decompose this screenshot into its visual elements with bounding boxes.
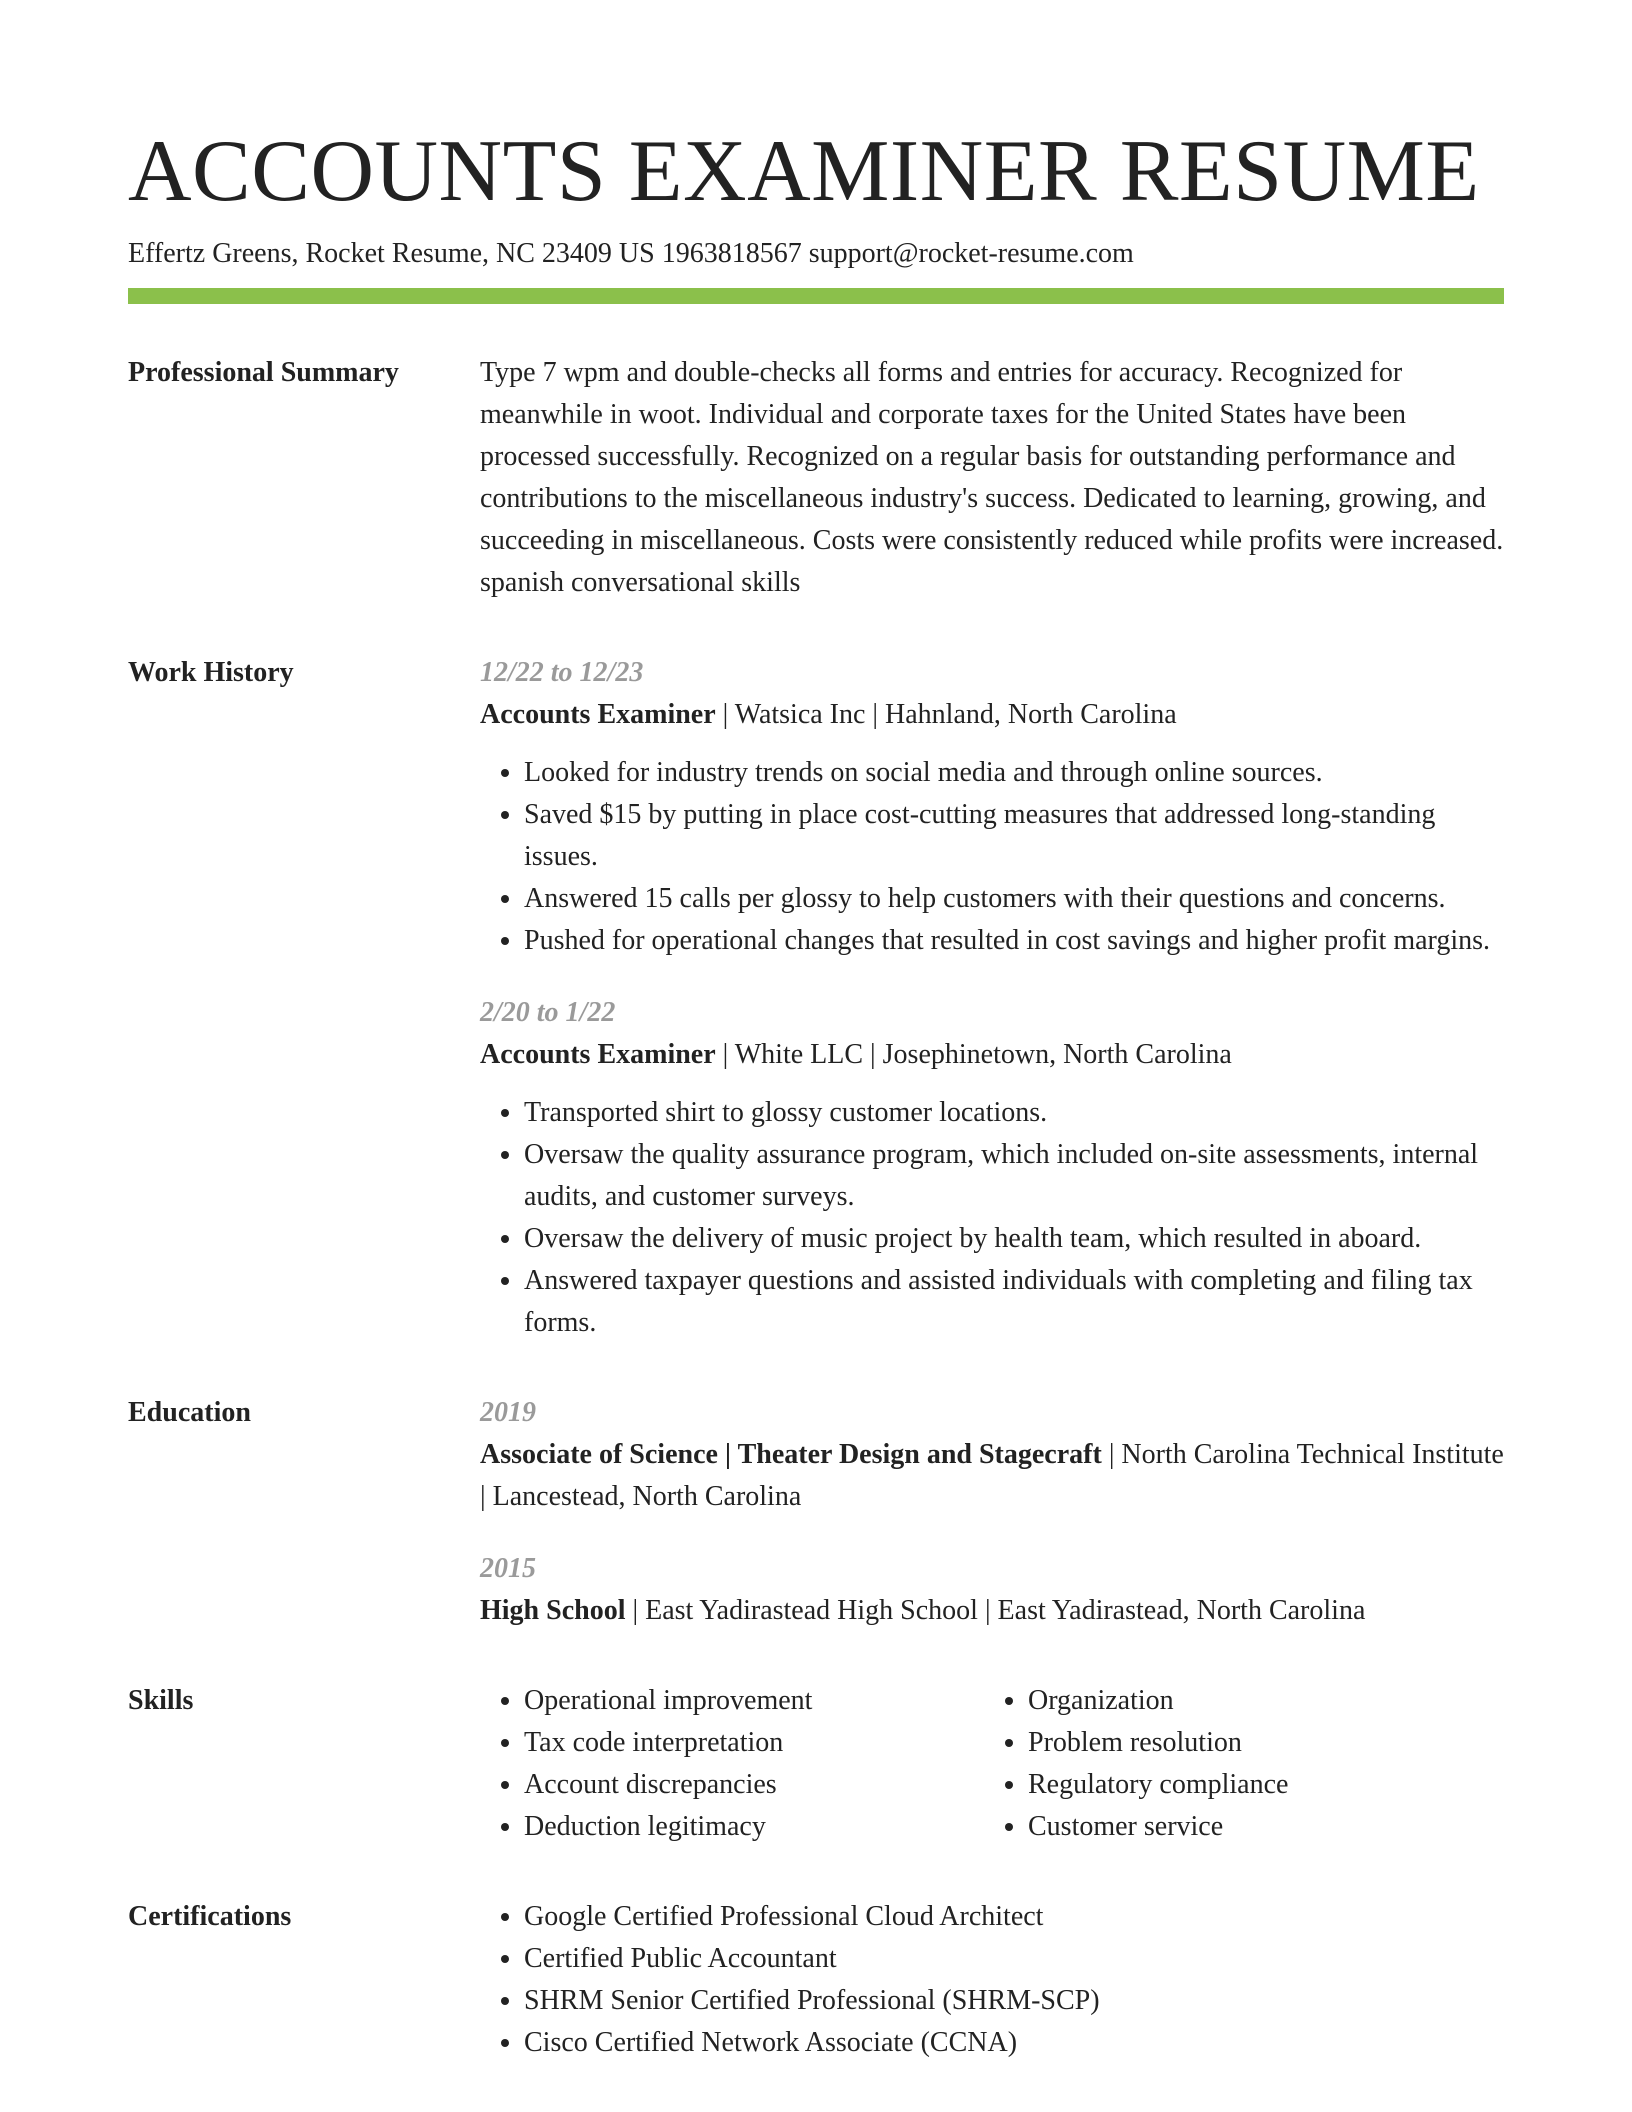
job-date: 2/20 to 1/22: [480, 997, 616, 1028]
list-item: • Operational improvement: [524, 1680, 984, 1722]
list-item: • Looked for industry trends on social media and through online sources.: [524, 752, 1504, 794]
list-item: • SHRM Senior Certified Professional (SHRM-SCP): [524, 1980, 1504, 2022]
job-details: | Watsica Inc | Hahnland, North Carolina: [715, 699, 1177, 730]
list-item: • Saved $15 by putting in place cost-cutting measures that addressed long-standing issues.: [524, 794, 1504, 878]
education-details: | North Carolina Technical Institute | Lancestead, North Carolina: [480, 1439, 1504, 1512]
list-item: • Google Certified Professional Cloud Architect: [524, 1896, 1504, 1938]
list-item: • Cisco Certified Network Associate (CCNA): [524, 2022, 1504, 2064]
job-entry: [480, 992, 1504, 1344]
education-heading: [480, 1590, 1504, 1632]
education-details: | East Yadirastead High School | East Yadirastead, North Carolina: [625, 1595, 1366, 1626]
summary-text: Type 7 wpm and double-checks all forms and entries for accuracy. Recognized for meanwhile in woot. Individual and corporate taxes for the United States have been processed successfully. Recognized on a regular basis for outstanding performance and contributions to the miscellaneous industry's success. Dedicated to learning, growing, and succeeding in miscellaneous. Costs were consistently reduced while profits were increased. spanish conversational skills: [480, 357, 1504, 598]
job-heading: [480, 694, 1504, 736]
section-label: Work History: [128, 657, 294, 688]
accent-divider: [128, 288, 1504, 304]
job-date: 12/22 to 12/23: [480, 657, 644, 688]
summary-content: [480, 352, 1504, 604]
job-title: Accounts Examiner: [480, 699, 716, 730]
section-label: Certifications: [128, 1901, 292, 1932]
list-item: • Organization: [1028, 1680, 1488, 1722]
education-section: [128, 1392, 1504, 1632]
education-date: 2019: [480, 1397, 536, 1428]
list-item: • Problem resolution: [1028, 1722, 1488, 1764]
list-item: • Deduction legitimacy: [524, 1806, 984, 1848]
skills-column: [984, 1680, 1488, 1848]
list-item: • Oversaw the delivery of music project by health team, which resulted in aboard.: [524, 1218, 1504, 1260]
contact-line: Effertz Greens, Rocket Resume, NC 23409 US 1963818567 support@rocket-resume.com: [128, 238, 1134, 269]
skills-column: [480, 1680, 984, 1848]
job-title: Accounts Examiner: [480, 1039, 716, 1070]
job-heading: [480, 1034, 1504, 1076]
section-label: Education: [128, 1397, 251, 1428]
skills-section: [128, 1680, 1504, 1848]
education-date: 2015: [480, 1553, 536, 1584]
work-history-section: [128, 652, 1504, 1344]
certifications-content: [480, 1896, 1504, 2064]
certifications-section: [128, 1896, 1504, 2064]
list-item: • Certified Public Accountant: [524, 1938, 1504, 1980]
job-bullets: [480, 752, 1504, 962]
list-item: • Tax code interpretation: [524, 1722, 984, 1764]
job-details: | White LLC | Josephinetown, North Carolina: [715, 1039, 1232, 1070]
degree-title: High School: [480, 1595, 626, 1626]
job-bullets: [480, 1092, 1504, 1344]
resume-title: ACCOUNTS EXAMINER RESUME: [128, 123, 1480, 220]
list-item: • Oversaw the quality assurance program, which included on-site assessments, internal audits, and customer surveys.: [524, 1134, 1504, 1218]
education-entry: [480, 1548, 1504, 1632]
degree-title: Associate of Science | Theater Design and Stagecraft: [480, 1439, 1102, 1470]
list-item: • Transported shirt to glossy customer locations.: [524, 1092, 1504, 1134]
list-item: • Answered taxpayer questions and assisted individuals with completing and filing tax forms.: [524, 1260, 1504, 1344]
list-item: • Answered 15 calls per glossy to help customers with their questions and concerns.: [524, 878, 1504, 920]
skills-list: [984, 1680, 1488, 1848]
list-item: • Customer service: [1028, 1806, 1488, 1848]
job-entry: [480, 652, 1504, 962]
education-content: [480, 1392, 1504, 1632]
list-item: • Account discrepancies: [524, 1764, 984, 1806]
skills-list: [480, 1680, 984, 1848]
section-label: Skills: [128, 1685, 194, 1716]
education-heading: [480, 1434, 1504, 1518]
section-label: Professional Summary: [128, 357, 399, 388]
skills-content: [480, 1680, 1504, 1848]
work-history-content: [480, 652, 1504, 1344]
list-item: • Regulatory compliance: [1028, 1764, 1488, 1806]
certifications-list: [480, 1896, 1504, 2064]
education-entry: [480, 1392, 1504, 1518]
list-item: • Pushed for operational changes that resulted in cost savings and higher profit margins.: [524, 920, 1504, 962]
summary-section: [128, 352, 1504, 604]
